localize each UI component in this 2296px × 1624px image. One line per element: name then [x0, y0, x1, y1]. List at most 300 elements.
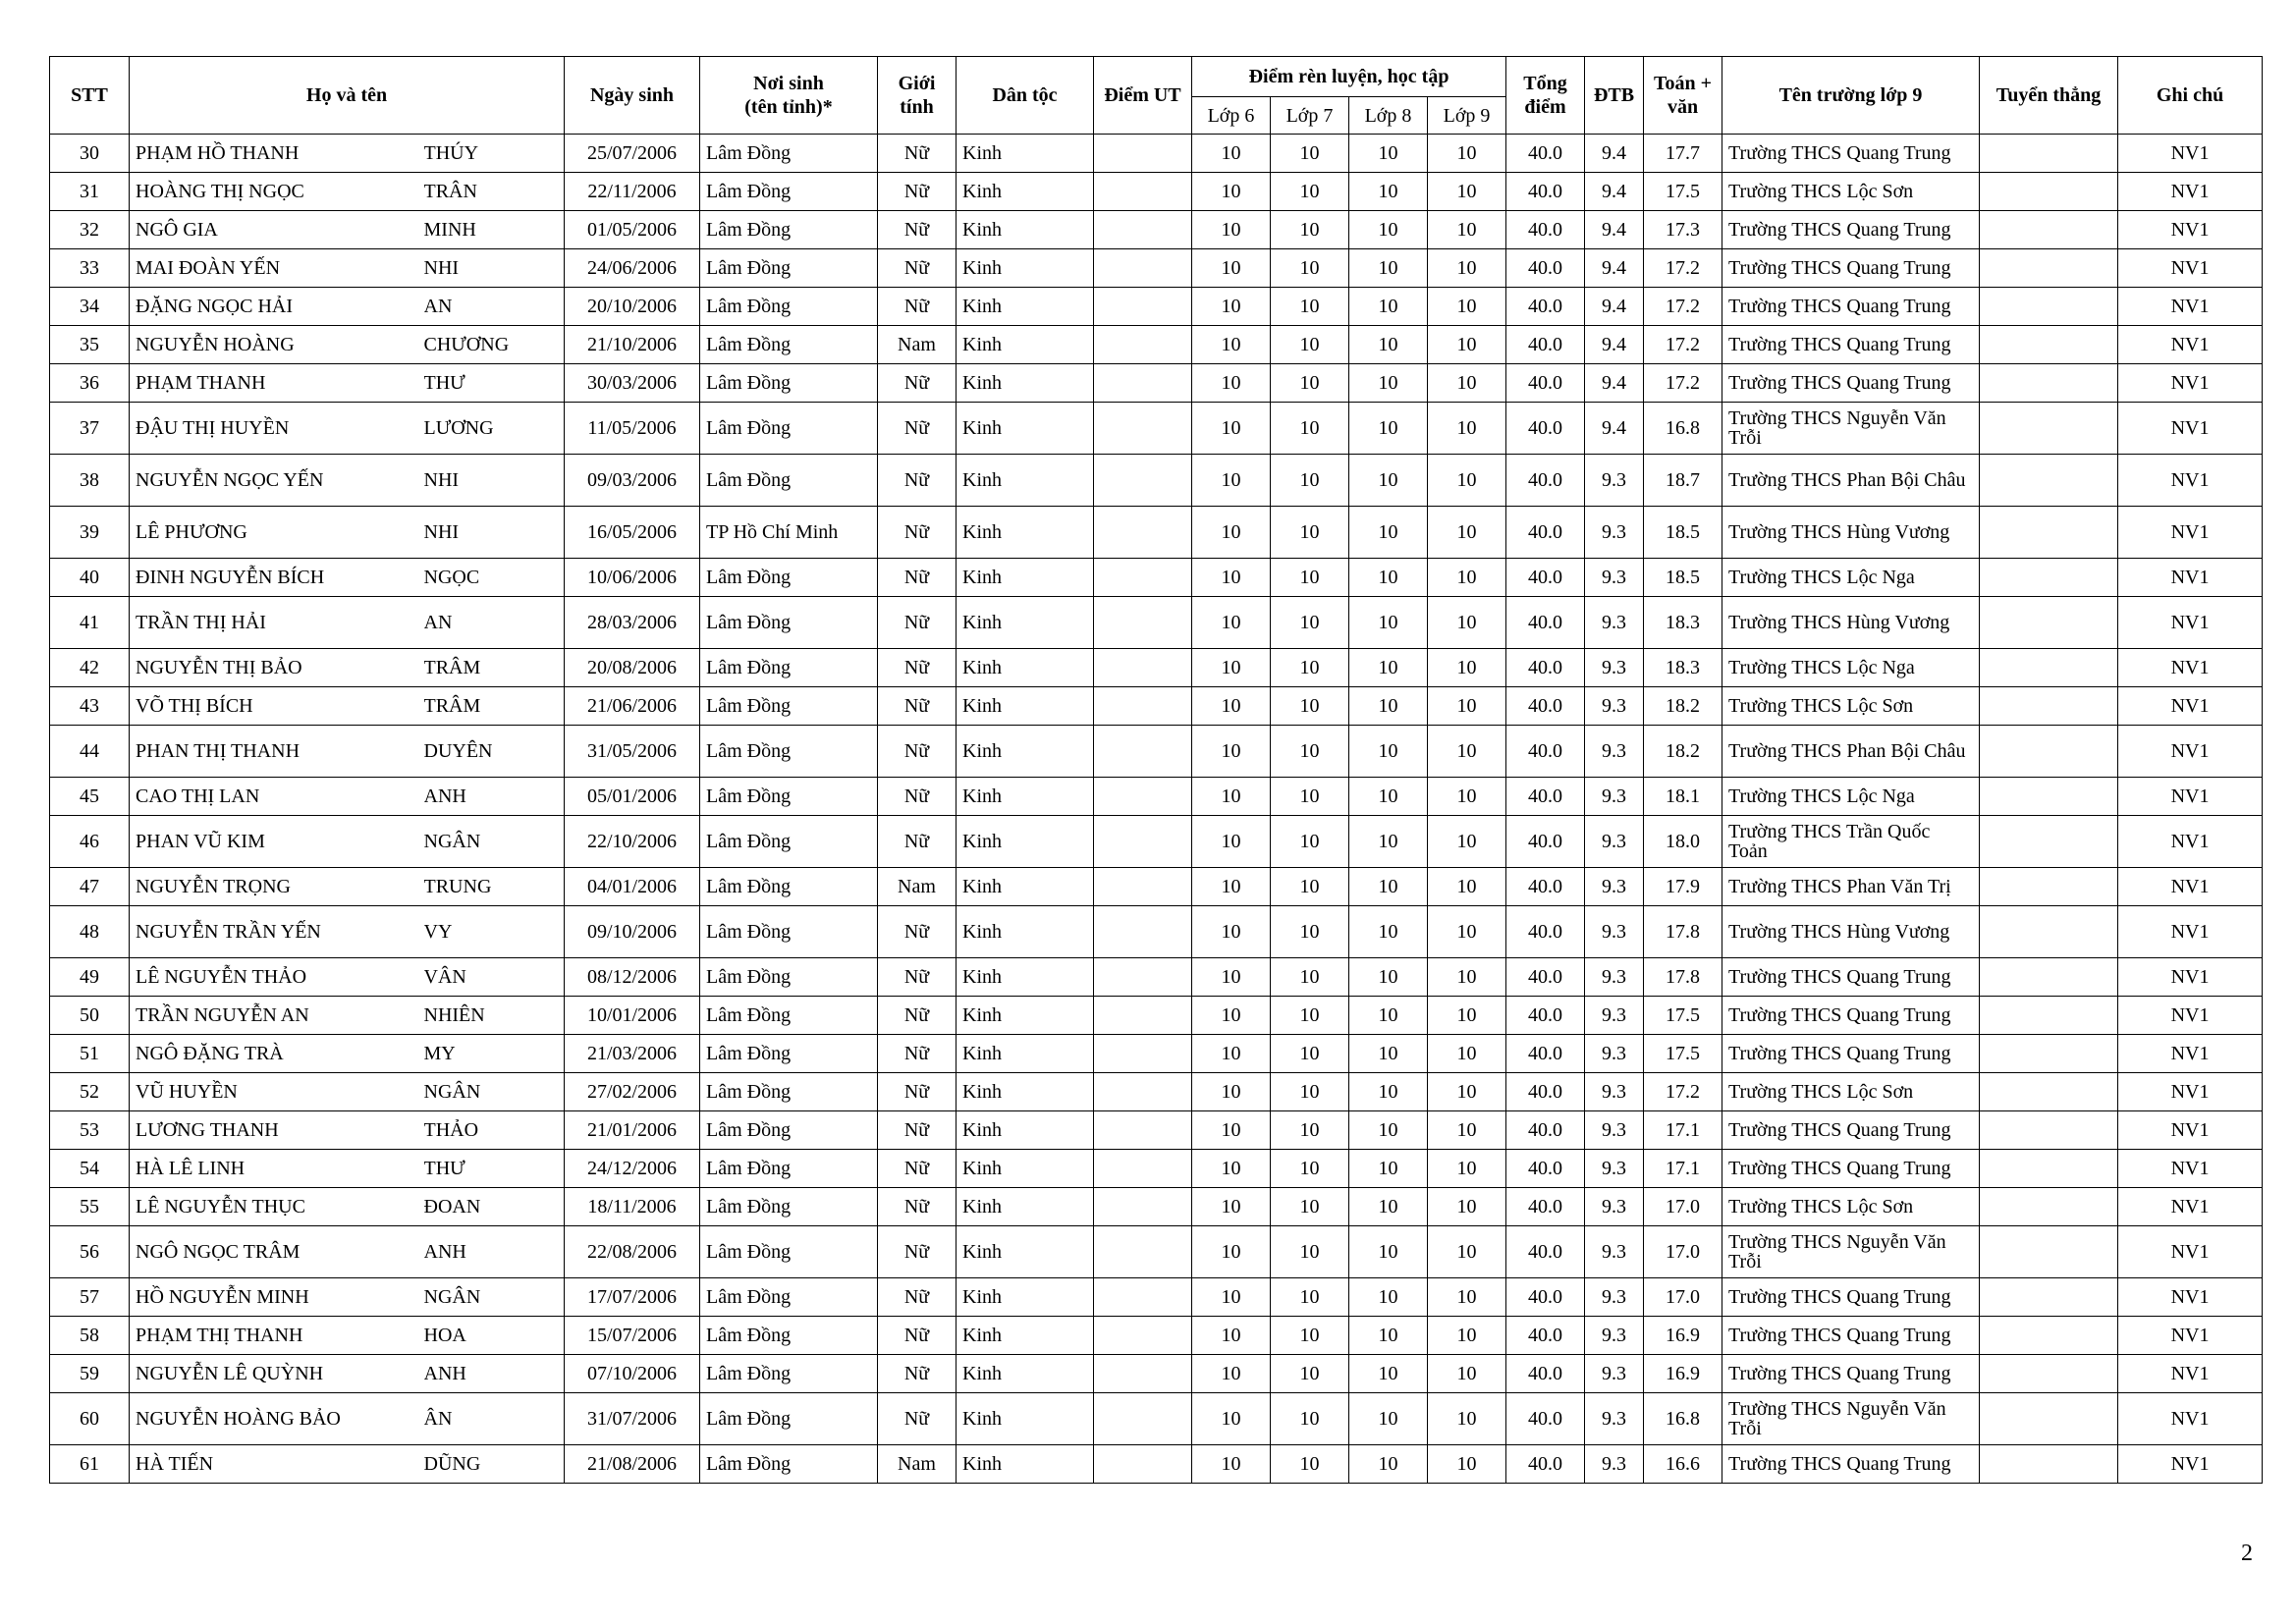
- table-row: [50, 135, 2263, 173]
- cell-lop-6: 10: [1192, 455, 1271, 507]
- cell-ten-truong: Trường THCS Phan Văn Trị: [1722, 868, 1980, 906]
- cell-dtb: 9.3: [1585, 559, 1644, 597]
- cell-ghi-chu: NV1: [2118, 1393, 2263, 1445]
- cell-ghi-chu: NV1: [2118, 1035, 2263, 1073]
- cell-ten: NGÂN: [424, 1073, 565, 1111]
- cell-dan-toc: Kinh: [957, 455, 1094, 507]
- cell-lop-7: 10: [1271, 816, 1349, 868]
- cell-tuyen-thang: [1980, 1188, 2118, 1226]
- cell-noi-sinh: Lâm Đồng: [700, 326, 878, 364]
- cell-tuyen-thang: [1980, 1393, 2118, 1445]
- cell-lop-6: 10: [1192, 958, 1271, 997]
- cell-tong-diem: 40.0: [1506, 1188, 1585, 1226]
- cell-lop-9: 10: [1428, 559, 1506, 597]
- cell-dan-toc: Kinh: [957, 403, 1094, 455]
- table-row: [50, 868, 2263, 906]
- cell-ten-truong: Trường THCS Quang Trung: [1722, 249, 1980, 288]
- cell-lop-6: 10: [1192, 1035, 1271, 1073]
- cell-ten-truong: Trường THCS Quang Trung: [1722, 211, 1980, 249]
- cell-gioi-tinh: Nữ: [878, 135, 957, 173]
- cell-stt: 42: [50, 649, 130, 687]
- cell-tuyen-thang: [1980, 726, 2118, 778]
- cell-noi-sinh: Lâm Đồng: [700, 816, 878, 868]
- cell-diem-ut: [1094, 455, 1192, 507]
- cell-diem-ut: [1094, 364, 1192, 403]
- cell-ghi-chu: NV1: [2118, 597, 2263, 649]
- table-row: [50, 1150, 2263, 1188]
- cell-ten: LƯƠNG: [424, 403, 565, 455]
- cell-lop-7: 10: [1271, 1445, 1349, 1484]
- cell-ten-truong: Trường THCS Quang Trung: [1722, 1317, 1980, 1355]
- cell-lop-8: 10: [1349, 1226, 1428, 1278]
- cell-lop-9: 10: [1428, 958, 1506, 997]
- table-row: [50, 726, 2263, 778]
- cell-lop-8: 10: [1349, 1188, 1428, 1226]
- cell-lop-8: 10: [1349, 403, 1428, 455]
- cell-lop-9: 10: [1428, 1073, 1506, 1111]
- cell-lop-8: 10: [1349, 778, 1428, 816]
- cell-ho: VÕ THỊ BÍCH: [130, 687, 424, 726]
- cell-lop-6: 10: [1192, 1188, 1271, 1226]
- cell-lop-9: 10: [1428, 726, 1506, 778]
- cell-tong-diem: 40.0: [1506, 868, 1585, 906]
- cell-ho: LÊ PHƯƠNG: [130, 507, 424, 559]
- cell-lop-6: 10: [1192, 1111, 1271, 1150]
- cell-ten: NHI: [424, 507, 565, 559]
- cell-toan-van: 18.1: [1644, 778, 1722, 816]
- cell-lop-6: 10: [1192, 778, 1271, 816]
- cell-ghi-chu: NV1: [2118, 1317, 2263, 1355]
- cell-dan-toc: Kinh: [957, 597, 1094, 649]
- cell-gioi-tinh: Nữ: [878, 403, 957, 455]
- cell-dtb: 9.3: [1585, 1355, 1644, 1393]
- cell-ghi-chu: NV1: [2118, 211, 2263, 249]
- cell-ghi-chu: NV1: [2118, 1073, 2263, 1111]
- cell-diem-ut: [1094, 249, 1192, 288]
- cell-lop-8: 10: [1349, 1111, 1428, 1150]
- cell-tong-diem: 40.0: [1506, 507, 1585, 559]
- cell-dtb: 9.3: [1585, 816, 1644, 868]
- cell-ghi-chu: NV1: [2118, 507, 2263, 559]
- cell-ten: NGÂN: [424, 816, 565, 868]
- cell-dtb: 9.4: [1585, 364, 1644, 403]
- cell-ghi-chu: NV1: [2118, 958, 2263, 997]
- cell-lop-8: 10: [1349, 958, 1428, 997]
- cell-ten: NHIÊN: [424, 997, 565, 1035]
- cell-ho: NGÔ ĐẶNG TRÀ: [130, 1035, 424, 1073]
- cell-lop-6: 10: [1192, 1393, 1271, 1445]
- cell-toan-van: 17.2: [1644, 364, 1722, 403]
- cell-lop-8: 10: [1349, 1278, 1428, 1317]
- cell-tong-diem: 40.0: [1506, 597, 1585, 649]
- cell-noi-sinh: Lâm Đồng: [700, 726, 878, 778]
- cell-ghi-chu: NV1: [2118, 403, 2263, 455]
- cell-diem-ut: [1094, 597, 1192, 649]
- cell-ten-truong: Trường THCS Phan Bội Châu: [1722, 455, 1980, 507]
- table-row: [50, 403, 2263, 455]
- cell-ho: LÊ NGUYỄN THẢO: [130, 958, 424, 997]
- cell-diem-ut: [1094, 1393, 1192, 1445]
- cell-tuyen-thang: [1980, 249, 2118, 288]
- cell-dan-toc: Kinh: [957, 816, 1094, 868]
- header-tuyen-thang: Tuyển thẳng: [1980, 57, 2118, 135]
- header-lop-9: Lớp 9: [1428, 97, 1506, 135]
- cell-diem-ut: [1094, 288, 1192, 326]
- cell-dtb: 9.3: [1585, 1188, 1644, 1226]
- cell-ghi-chu: NV1: [2118, 1445, 2263, 1484]
- cell-noi-sinh: Lâm Đồng: [700, 364, 878, 403]
- cell-lop-7: 10: [1271, 1035, 1349, 1073]
- cell-diem-ut: [1094, 1445, 1192, 1484]
- cell-tong-diem: 40.0: [1506, 958, 1585, 997]
- cell-ngay-sinh: 20/10/2006: [565, 288, 700, 326]
- cell-dan-toc: Kinh: [957, 1317, 1094, 1355]
- cell-ngay-sinh: 08/12/2006: [565, 958, 700, 997]
- student-table: [49, 56, 2263, 1484]
- cell-toan-van: 17.8: [1644, 906, 1722, 958]
- cell-ghi-chu: NV1: [2118, 1226, 2263, 1278]
- cell-dan-toc: Kinh: [957, 868, 1094, 906]
- cell-tong-diem: 40.0: [1506, 455, 1585, 507]
- cell-gioi-tinh: Nữ: [878, 249, 957, 288]
- cell-lop-8: 10: [1349, 597, 1428, 649]
- cell-gioi-tinh: Nữ: [878, 211, 957, 249]
- cell-ngay-sinh: 30/03/2006: [565, 364, 700, 403]
- table-row: [50, 1188, 2263, 1226]
- cell-tuyen-thang: [1980, 507, 2118, 559]
- cell-ghi-chu: NV1: [2118, 135, 2263, 173]
- cell-tuyen-thang: [1980, 778, 2118, 816]
- cell-lop-7: 10: [1271, 249, 1349, 288]
- table-row: [50, 1355, 2263, 1393]
- cell-tong-diem: 40.0: [1506, 816, 1585, 868]
- cell-stt: 35: [50, 326, 130, 364]
- cell-lop-7: 10: [1271, 559, 1349, 597]
- cell-ghi-chu: NV1: [2118, 249, 2263, 288]
- cell-lop-7: 10: [1271, 997, 1349, 1035]
- cell-lop-8: 10: [1349, 997, 1428, 1035]
- cell-ten-truong: Trường THCS Hùng Vương: [1722, 597, 1980, 649]
- cell-tuyen-thang: [1980, 559, 2118, 597]
- cell-lop-7: 10: [1271, 211, 1349, 249]
- cell-ten-truong: Trường THCS Lộc Sơn: [1722, 1073, 1980, 1111]
- cell-stt: 32: [50, 211, 130, 249]
- table-row: [50, 326, 2263, 364]
- cell-ghi-chu: NV1: [2118, 778, 2263, 816]
- cell-lop-7: 10: [1271, 1317, 1349, 1355]
- table-row: [50, 1317, 2263, 1355]
- cell-ten: ANH: [424, 1226, 565, 1278]
- cell-stt: 49: [50, 958, 130, 997]
- cell-ho: NGUYỄN THỊ BẢO: [130, 649, 424, 687]
- cell-noi-sinh: Lâm Đồng: [700, 455, 878, 507]
- cell-ten: DUYÊN: [424, 726, 565, 778]
- cell-ngay-sinh: 20/08/2006: [565, 649, 700, 687]
- cell-ten: THƯ: [424, 364, 565, 403]
- cell-ngay-sinh: 24/12/2006: [565, 1150, 700, 1188]
- table-row: [50, 997, 2263, 1035]
- cell-tong-diem: 40.0: [1506, 1355, 1585, 1393]
- cell-toan-van: 18.2: [1644, 687, 1722, 726]
- cell-dtb: 9.4: [1585, 211, 1644, 249]
- cell-tuyen-thang: [1980, 1035, 2118, 1073]
- cell-lop-7: 10: [1271, 868, 1349, 906]
- cell-ten-truong: Trường THCS Trần Quốc Toản: [1722, 816, 1980, 868]
- cell-noi-sinh: Lâm Đồng: [700, 1073, 878, 1111]
- cell-lop-9: 10: [1428, 997, 1506, 1035]
- cell-toan-van: 16.8: [1644, 403, 1722, 455]
- cell-noi-sinh: Lâm Đồng: [700, 1355, 878, 1393]
- cell-ho: NGUYỄN TRẦN YẾN: [130, 906, 424, 958]
- cell-diem-ut: [1094, 173, 1192, 211]
- cell-dan-toc: Kinh: [957, 249, 1094, 288]
- cell-ten: CHƯƠNG: [424, 326, 565, 364]
- cell-lop-9: 10: [1428, 1188, 1506, 1226]
- cell-dan-toc: Kinh: [957, 364, 1094, 403]
- cell-lop-8: 10: [1349, 1150, 1428, 1188]
- cell-noi-sinh: Lâm Đồng: [700, 868, 878, 906]
- cell-lop-9: 10: [1428, 687, 1506, 726]
- cell-lop-8: 10: [1349, 249, 1428, 288]
- cell-dtb: 9.3: [1585, 1226, 1644, 1278]
- cell-dan-toc: Kinh: [957, 997, 1094, 1035]
- cell-ten-truong: Trường THCS Phan Bội Châu: [1722, 726, 1980, 778]
- cell-ten-truong: Trường THCS Lộc Nga: [1722, 778, 1980, 816]
- header-ho-va-ten: Họ và tên: [130, 57, 565, 135]
- cell-ngay-sinh: 22/08/2006: [565, 1226, 700, 1278]
- cell-gioi-tinh: Nữ: [878, 559, 957, 597]
- cell-ten: ĐOAN: [424, 1188, 565, 1226]
- cell-toan-van: 17.5: [1644, 173, 1722, 211]
- cell-ghi-chu: NV1: [2118, 1188, 2263, 1226]
- table-row: [50, 906, 2263, 958]
- cell-ho: NGUYỄN NGỌC YẾN: [130, 455, 424, 507]
- cell-stt: 57: [50, 1278, 130, 1317]
- cell-dtb: 9.3: [1585, 507, 1644, 559]
- cell-ngay-sinh: 28/03/2006: [565, 597, 700, 649]
- cell-ten-truong: Trường THCS Quang Trung: [1722, 364, 1980, 403]
- cell-lop-6: 10: [1192, 868, 1271, 906]
- cell-lop-6: 10: [1192, 1226, 1271, 1278]
- cell-lop-8: 10: [1349, 173, 1428, 211]
- table-body: [50, 135, 2263, 1484]
- cell-gioi-tinh: Nữ: [878, 1035, 957, 1073]
- cell-diem-ut: [1094, 1150, 1192, 1188]
- header-lop-8: Lớp 8: [1349, 97, 1428, 135]
- cell-tuyen-thang: [1980, 816, 2118, 868]
- cell-dan-toc: Kinh: [957, 958, 1094, 997]
- cell-tong-diem: 40.0: [1506, 1393, 1585, 1445]
- cell-lop-8: 10: [1349, 364, 1428, 403]
- cell-lop-7: 10: [1271, 1073, 1349, 1111]
- table-row: [50, 816, 2263, 868]
- cell-ho: VŨ HUYỀN: [130, 1073, 424, 1111]
- table-row: [50, 288, 2263, 326]
- cell-ho: NGUYỄN HOÀNG: [130, 326, 424, 364]
- cell-ten: NGÂN: [424, 1278, 565, 1317]
- cell-ten: THÚY: [424, 135, 565, 173]
- header-gioi-tinh: Giới tính: [878, 57, 957, 135]
- cell-noi-sinh: Lâm Đồng: [700, 958, 878, 997]
- cell-ten-truong: Trường THCS Lộc Nga: [1722, 559, 1980, 597]
- cell-diem-ut: [1094, 997, 1192, 1035]
- cell-ten: ANH: [424, 1355, 565, 1393]
- cell-lop-9: 10: [1428, 1393, 1506, 1445]
- cell-lop-8: 10: [1349, 1445, 1428, 1484]
- cell-ghi-chu: NV1: [2118, 288, 2263, 326]
- cell-lop-9: 10: [1428, 906, 1506, 958]
- cell-ten: MY: [424, 1035, 565, 1073]
- cell-stt: 61: [50, 1445, 130, 1484]
- cell-lop-9: 10: [1428, 364, 1506, 403]
- cell-lop-7: 10: [1271, 135, 1349, 173]
- cell-ngay-sinh: 15/07/2006: [565, 1317, 700, 1355]
- cell-dtb: 9.3: [1585, 687, 1644, 726]
- cell-diem-ut: [1094, 1188, 1192, 1226]
- cell-lop-9: 10: [1428, 326, 1506, 364]
- cell-lop-6: 10: [1192, 997, 1271, 1035]
- cell-noi-sinh: Lâm Đồng: [700, 597, 878, 649]
- cell-noi-sinh: Lâm Đồng: [700, 211, 878, 249]
- cell-lop-7: 10: [1271, 403, 1349, 455]
- cell-ngay-sinh: 22/11/2006: [565, 173, 700, 211]
- cell-stt: 31: [50, 173, 130, 211]
- cell-stt: 45: [50, 778, 130, 816]
- cell-dan-toc: Kinh: [957, 1445, 1094, 1484]
- cell-diem-ut: [1094, 135, 1192, 173]
- cell-tong-diem: 40.0: [1506, 403, 1585, 455]
- cell-dtb: 9.3: [1585, 1150, 1644, 1188]
- cell-lop-8: 10: [1349, 288, 1428, 326]
- cell-lop-8: 10: [1349, 1035, 1428, 1073]
- cell-noi-sinh: Lâm Đồng: [700, 249, 878, 288]
- cell-lop-7: 10: [1271, 507, 1349, 559]
- cell-diem-ut: [1094, 1111, 1192, 1150]
- cell-tuyen-thang: [1980, 1150, 2118, 1188]
- cell-lop-6: 10: [1192, 649, 1271, 687]
- cell-dan-toc: Kinh: [957, 507, 1094, 559]
- cell-tong-diem: 40.0: [1506, 1278, 1585, 1317]
- cell-ngay-sinh: 10/01/2006: [565, 997, 700, 1035]
- cell-lop-6: 10: [1192, 288, 1271, 326]
- cell-tuyen-thang: [1980, 326, 2118, 364]
- cell-ten-truong: Trường THCS Quang Trung: [1722, 1035, 1980, 1073]
- cell-toan-van: 18.3: [1644, 597, 1722, 649]
- table-row: [50, 1393, 2263, 1445]
- cell-dtb: 9.3: [1585, 1278, 1644, 1317]
- cell-diem-ut: [1094, 211, 1192, 249]
- cell-lop-8: 10: [1349, 326, 1428, 364]
- cell-diem-ut: [1094, 1317, 1192, 1355]
- header-lop-7: Lớp 7: [1271, 97, 1349, 135]
- cell-lop-6: 10: [1192, 1445, 1271, 1484]
- cell-noi-sinh: TP Hồ Chí Minh: [700, 507, 878, 559]
- cell-ten-truong: Trường THCS Quang Trung: [1722, 1355, 1980, 1393]
- cell-tong-diem: 40.0: [1506, 559, 1585, 597]
- cell-stt: 53: [50, 1111, 130, 1150]
- cell-ghi-chu: NV1: [2118, 906, 2263, 958]
- cell-toan-van: 16.9: [1644, 1317, 1722, 1355]
- cell-diem-ut: [1094, 559, 1192, 597]
- cell-lop-9: 10: [1428, 1150, 1506, 1188]
- cell-dan-toc: Kinh: [957, 1111, 1094, 1150]
- cell-dtb: 9.3: [1585, 906, 1644, 958]
- cell-tuyen-thang: [1980, 1073, 2118, 1111]
- cell-ten-truong: Trường THCS Lộc Sơn: [1722, 1188, 1980, 1226]
- cell-stt: 58: [50, 1317, 130, 1355]
- cell-tong-diem: 40.0: [1506, 687, 1585, 726]
- cell-ten-truong: Trường THCS Lộc Nga: [1722, 649, 1980, 687]
- cell-ghi-chu: NV1: [2118, 687, 2263, 726]
- cell-lop-6: 10: [1192, 1278, 1271, 1317]
- cell-lop-8: 10: [1349, 816, 1428, 868]
- cell-lop-6: 10: [1192, 507, 1271, 559]
- cell-tong-diem: 40.0: [1506, 173, 1585, 211]
- cell-tong-diem: 40.0: [1506, 1073, 1585, 1111]
- cell-noi-sinh: Lâm Đồng: [700, 997, 878, 1035]
- cell-lop-8: 10: [1349, 559, 1428, 597]
- cell-tuyen-thang: [1980, 211, 2118, 249]
- cell-tuyen-thang: [1980, 997, 2118, 1035]
- cell-stt: 34: [50, 288, 130, 326]
- table-row: [50, 778, 2263, 816]
- cell-dtb: 9.3: [1585, 1073, 1644, 1111]
- cell-lop-8: 10: [1349, 687, 1428, 726]
- header-dan-toc: Dân tộc: [957, 57, 1094, 135]
- table-header: [50, 57, 2263, 135]
- table-row: [50, 1226, 2263, 1278]
- cell-toan-van: 18.3: [1644, 649, 1722, 687]
- cell-lop-9: 10: [1428, 249, 1506, 288]
- cell-tuyen-thang: [1980, 288, 2118, 326]
- cell-tong-diem: 40.0: [1506, 906, 1585, 958]
- cell-lop-9: 10: [1428, 1226, 1506, 1278]
- table-row: [50, 1111, 2263, 1150]
- header-ghi-chu: Ghi chú: [2118, 57, 2263, 135]
- cell-stt: 44: [50, 726, 130, 778]
- cell-lop-7: 10: [1271, 1355, 1349, 1393]
- cell-lop-6: 10: [1192, 559, 1271, 597]
- cell-lop-9: 10: [1428, 455, 1506, 507]
- cell-tong-diem: 40.0: [1506, 211, 1585, 249]
- cell-dan-toc: Kinh: [957, 211, 1094, 249]
- cell-noi-sinh: Lâm Đồng: [700, 906, 878, 958]
- cell-ngay-sinh: 04/01/2006: [565, 868, 700, 906]
- cell-ngay-sinh: 24/06/2006: [565, 249, 700, 288]
- cell-lop-8: 10: [1349, 507, 1428, 559]
- table-row: [50, 1035, 2263, 1073]
- cell-ten: MINH: [424, 211, 565, 249]
- cell-lop-6: 10: [1192, 1150, 1271, 1188]
- cell-stt: 60: [50, 1393, 130, 1445]
- cell-lop-7: 10: [1271, 1393, 1349, 1445]
- cell-tong-diem: 40.0: [1506, 288, 1585, 326]
- cell-lop-7: 10: [1271, 1188, 1349, 1226]
- cell-toan-van: 16.8: [1644, 1393, 1722, 1445]
- cell-toan-van: 18.2: [1644, 726, 1722, 778]
- cell-ten-truong: Trường THCS Quang Trung: [1722, 997, 1980, 1035]
- cell-toan-van: 17.9: [1644, 868, 1722, 906]
- cell-toan-van: 18.0: [1644, 816, 1722, 868]
- cell-dan-toc: Kinh: [957, 687, 1094, 726]
- cell-ghi-chu: NV1: [2118, 455, 2263, 507]
- cell-lop-6: 10: [1192, 1355, 1271, 1393]
- cell-lop-9: 10: [1428, 868, 1506, 906]
- cell-ten-truong: Trường THCS Hùng Vương: [1722, 906, 1980, 958]
- cell-gioi-tinh: Nữ: [878, 1188, 957, 1226]
- header-ten-truong: Tên trường lớp 9: [1722, 57, 1980, 135]
- cell-lop-6: 10: [1192, 1317, 1271, 1355]
